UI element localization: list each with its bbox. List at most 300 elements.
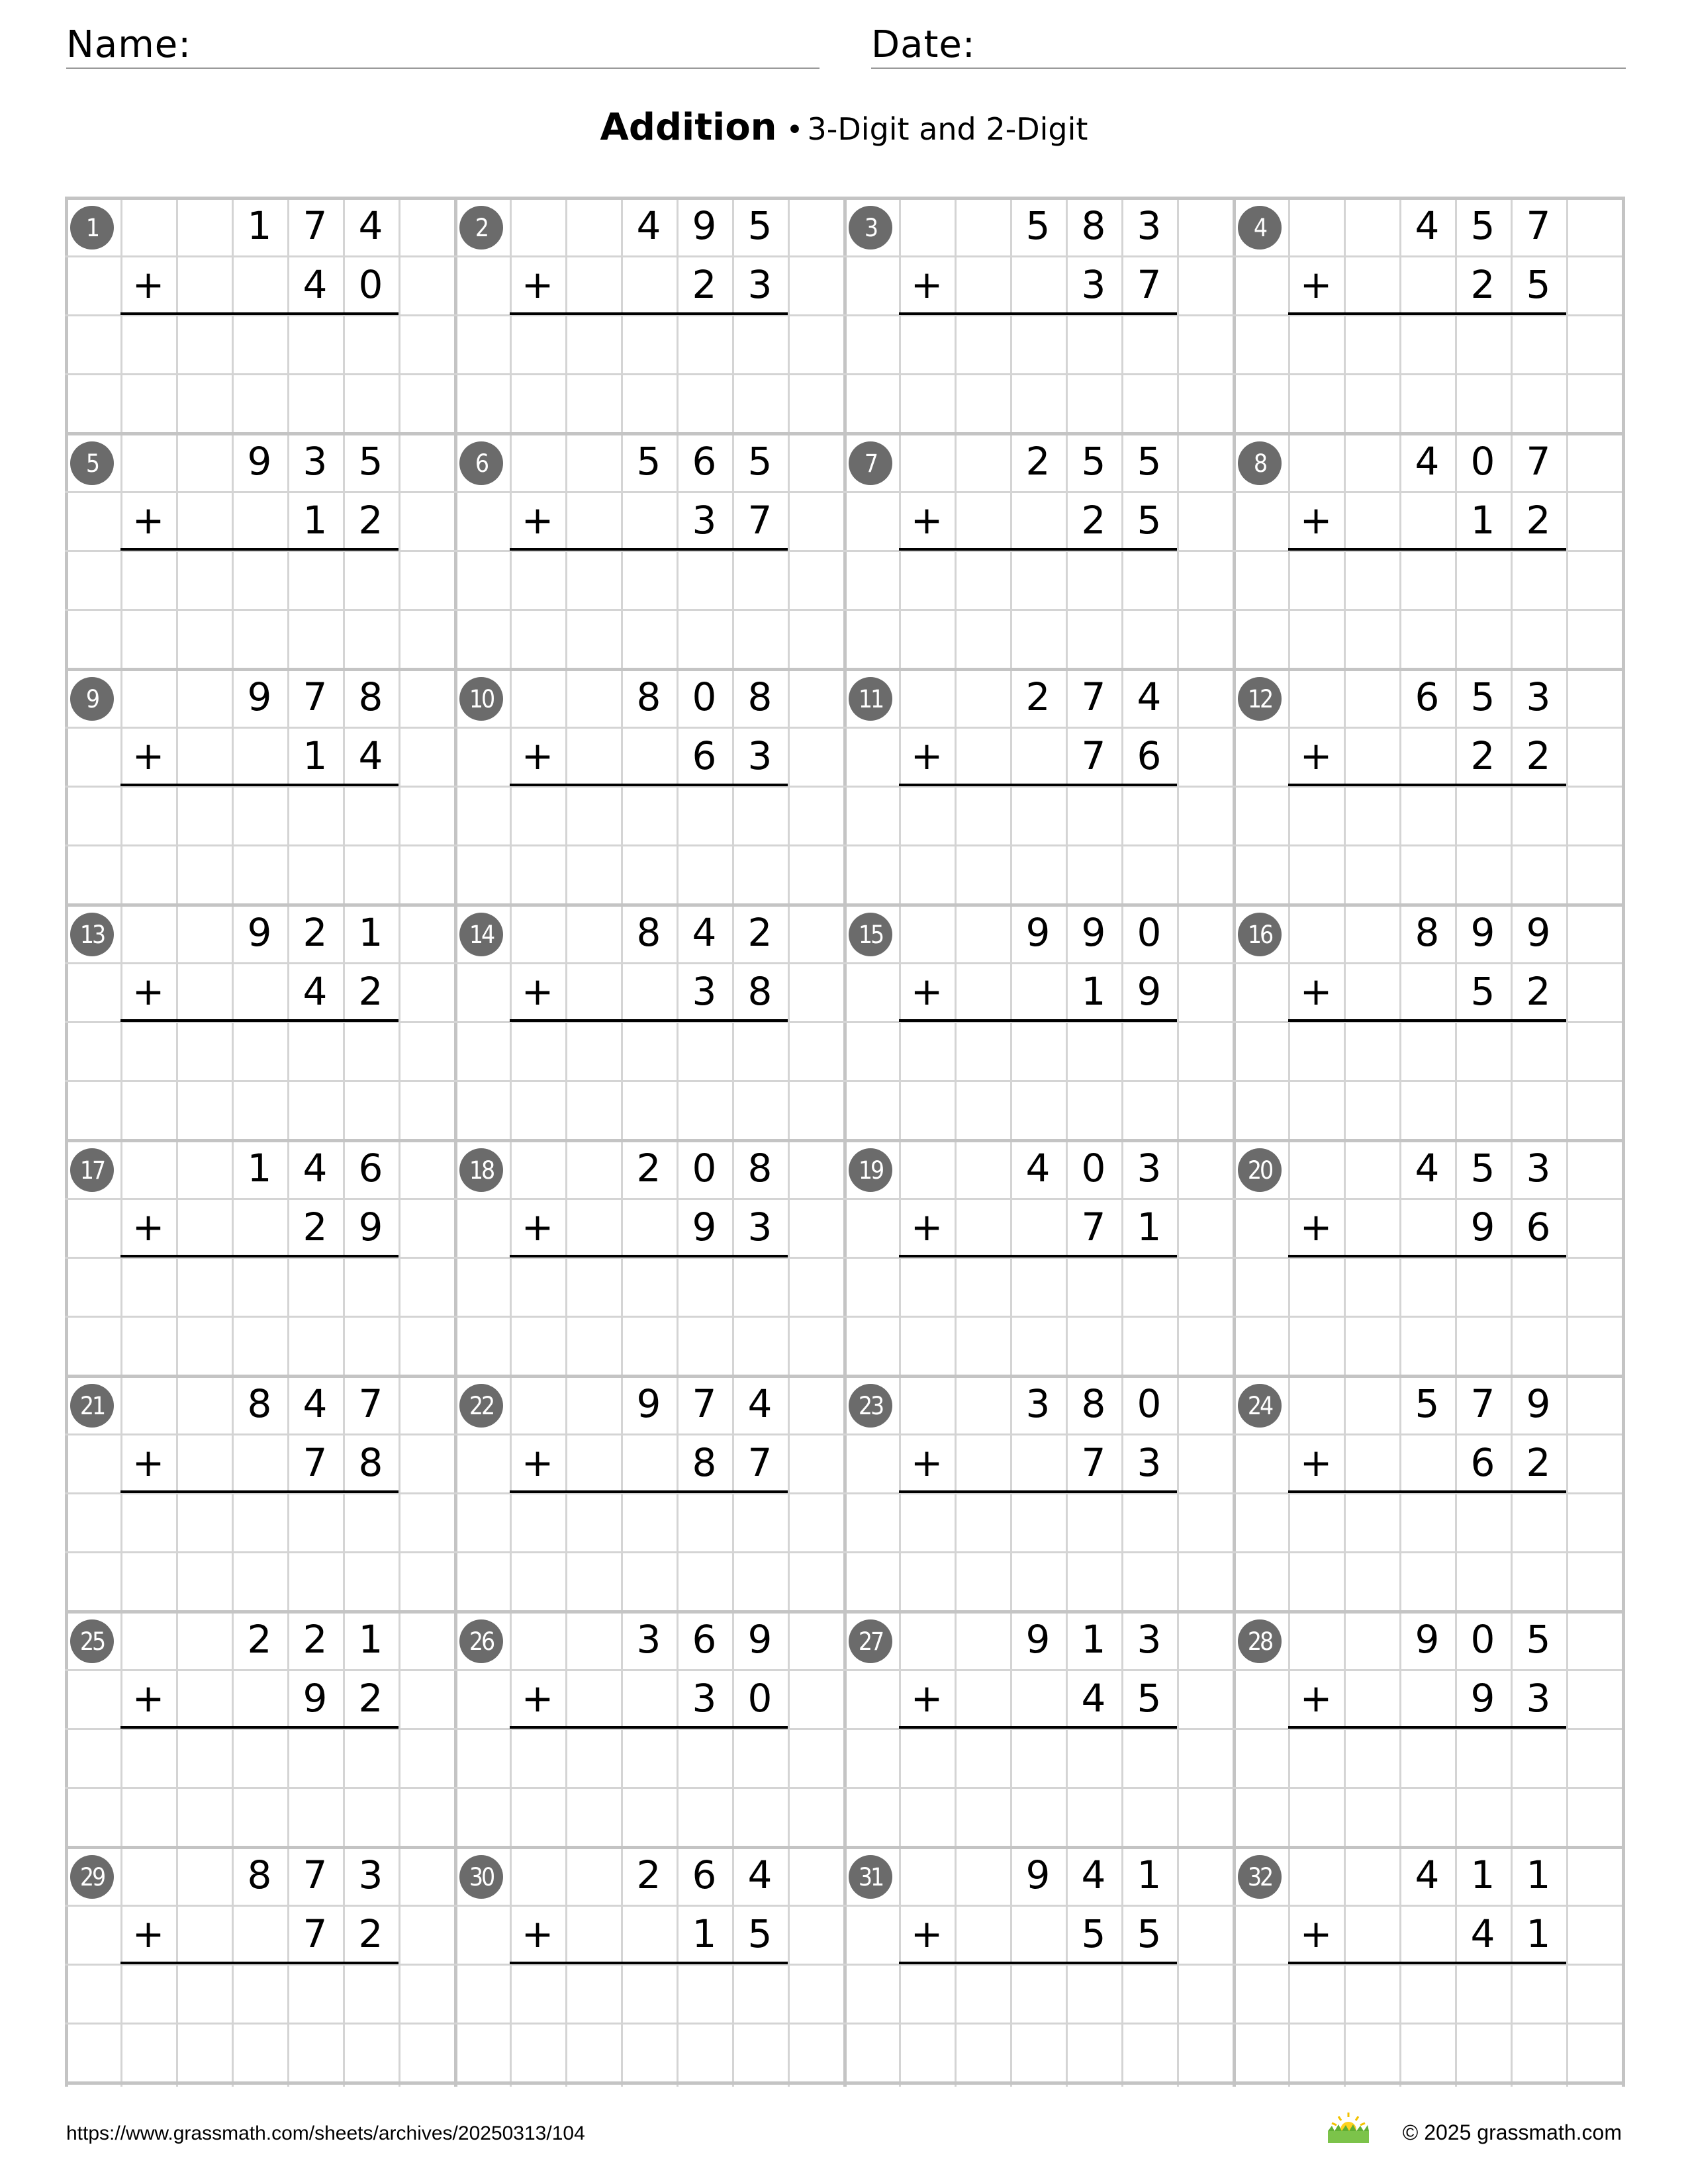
top-digit: 1 xyxy=(358,910,383,955)
top-digit: 6 xyxy=(692,1852,717,1897)
plus-sign: + xyxy=(910,1676,943,1721)
problem-24 xyxy=(1233,1375,1622,1610)
top-digit: 9 xyxy=(247,674,272,719)
bottom-digit: 1 xyxy=(1081,969,1106,1014)
answer-line xyxy=(510,548,788,551)
bottom-digit: 2 xyxy=(1081,498,1106,543)
bottom-digit: 5 xyxy=(1137,1911,1162,1956)
problem-number-badge: 31 xyxy=(849,1855,892,1899)
answer-line xyxy=(1288,1255,1566,1257)
name-field[interactable] xyxy=(66,20,820,69)
top-digit: 8 xyxy=(247,1381,272,1426)
problem-number-badge: 11 xyxy=(849,677,892,721)
plus-sign: + xyxy=(521,969,554,1014)
bottom-digit: 8 xyxy=(747,969,773,1014)
answer-line xyxy=(1288,1490,1566,1493)
top-digit: 0 xyxy=(1470,439,1495,484)
bottom-digit: 0 xyxy=(358,262,383,307)
top-digit: 3 xyxy=(1137,1146,1162,1191)
top-digit: 9 xyxy=(1025,910,1051,955)
top-digit: 3 xyxy=(1137,203,1162,248)
top-digit: 2 xyxy=(1025,439,1051,484)
top-digit: 2 xyxy=(303,910,328,955)
top-digit: 1 xyxy=(1081,1617,1106,1662)
top-digit: 8 xyxy=(247,1852,272,1897)
problem-23 xyxy=(843,1375,1233,1610)
top-digit: 9 xyxy=(247,439,272,484)
top-digit: 4 xyxy=(358,203,383,248)
answer-line xyxy=(1288,548,1566,551)
problem-number-badge: 20 xyxy=(1238,1148,1282,1192)
top-digit: 3 xyxy=(1526,674,1551,719)
plus-sign: + xyxy=(1299,733,1333,778)
problem-30 xyxy=(454,1846,843,2081)
top-digit: 1 xyxy=(247,1146,272,1191)
top-digit: 7 xyxy=(1081,674,1106,719)
top-digit: 1 xyxy=(247,203,272,248)
bottom-digit: 7 xyxy=(747,498,773,543)
problem-1 xyxy=(65,197,454,432)
bottom-digit: 7 xyxy=(747,1440,773,1485)
answer-line xyxy=(120,1490,399,1493)
plus-sign: + xyxy=(910,1205,943,1250)
top-digit: 4 xyxy=(303,1146,328,1191)
plus-sign: + xyxy=(521,1911,554,1956)
bottom-digit: 6 xyxy=(1137,733,1162,778)
grid-line-vertical xyxy=(1622,197,1625,2087)
top-digit: 7 xyxy=(1526,203,1551,248)
top-digit: 5 xyxy=(358,439,383,484)
date-label: Date: xyxy=(871,23,976,66)
bottom-digit: 5 xyxy=(1137,498,1162,543)
bottom-digit: 6 xyxy=(1470,1440,1495,1485)
top-digit: 8 xyxy=(636,910,661,955)
worksheet-grid xyxy=(65,197,1622,2087)
date-field[interactable] xyxy=(871,20,1626,69)
problem-18 xyxy=(454,1139,843,1375)
bottom-digit: 2 xyxy=(1526,1440,1551,1485)
title-bullet: • xyxy=(786,113,804,147)
bottom-digit: 1 xyxy=(303,498,328,543)
bottom-digit: 4 xyxy=(358,733,383,778)
bottom-digit: 9 xyxy=(303,1676,328,1721)
answer-line xyxy=(1288,1726,1566,1729)
bottom-digit: 7 xyxy=(303,1911,328,1956)
bottom-digit: 2 xyxy=(358,1911,383,1956)
bottom-digit: 2 xyxy=(358,498,383,543)
top-digit: 8 xyxy=(747,1146,773,1191)
top-digit: 9 xyxy=(1526,1381,1551,1426)
plus-sign: + xyxy=(132,733,165,778)
bottom-digit: 7 xyxy=(1081,733,1106,778)
bottom-digit: 8 xyxy=(692,1440,717,1485)
problem-9 xyxy=(65,668,454,903)
bottom-digit: 3 xyxy=(692,969,717,1014)
problem-number-badge: 13 xyxy=(70,913,114,956)
bottom-digit: 2 xyxy=(1470,262,1495,307)
problem-number-badge: 2 xyxy=(459,206,503,250)
plus-sign: + xyxy=(1299,1676,1333,1721)
top-digit: 9 xyxy=(636,1381,661,1426)
answer-line xyxy=(510,1962,788,1964)
answer-line xyxy=(899,784,1177,786)
bottom-digit: 6 xyxy=(1526,1205,1551,1250)
answer-line xyxy=(510,312,788,315)
answer-line xyxy=(510,1726,788,1729)
problem-number-badge: 5 xyxy=(70,441,114,485)
top-digit: 4 xyxy=(1081,1852,1106,1897)
plus-sign: + xyxy=(910,1440,943,1485)
problem-27 xyxy=(843,1610,1233,1846)
worksheet-title xyxy=(0,106,1688,149)
top-digit: 0 xyxy=(692,1146,717,1191)
top-digit: 4 xyxy=(1137,674,1162,719)
problem-31 xyxy=(843,1846,1233,2081)
problem-number-badge: 4 xyxy=(1238,206,1282,250)
answer-line xyxy=(510,784,788,786)
top-digit: 8 xyxy=(358,674,383,719)
top-digit: 1 xyxy=(1526,1852,1551,1897)
answer-line xyxy=(1288,1019,1566,1022)
bottom-digit: 9 xyxy=(692,1205,717,1250)
problem-number-badge: 30 xyxy=(459,1855,503,1899)
problem-7 xyxy=(843,432,1233,668)
problem-number-badge: 32 xyxy=(1238,1855,1282,1899)
problem-6 xyxy=(454,432,843,668)
top-digit: 5 xyxy=(1137,439,1162,484)
problem-25 xyxy=(65,1610,454,1846)
top-digit: 1 xyxy=(1137,1852,1162,1897)
bottom-digit: 1 xyxy=(1137,1205,1162,1250)
answer-line xyxy=(899,548,1177,551)
answer-line xyxy=(120,1962,399,1964)
top-digit: 7 xyxy=(303,674,328,719)
problem-number-badge: 12 xyxy=(1238,677,1282,721)
problem-number-badge: 19 xyxy=(849,1148,892,1192)
bottom-digit: 3 xyxy=(692,1676,717,1721)
bottom-digit: 5 xyxy=(1526,262,1551,307)
top-digit: 0 xyxy=(1137,910,1162,955)
top-digit: 1 xyxy=(1470,1852,1495,1897)
top-digit: 4 xyxy=(1415,439,1440,484)
grid-line-horizontal xyxy=(65,2081,1622,2085)
problem-number-badge: 9 xyxy=(70,677,114,721)
plus-sign: + xyxy=(1299,1440,1333,1485)
answer-line xyxy=(120,312,399,315)
top-digit: 5 xyxy=(1470,1146,1495,1191)
top-digit: 2 xyxy=(247,1617,272,1662)
bottom-digit: 3 xyxy=(692,498,717,543)
top-digit: 8 xyxy=(1081,1381,1106,1426)
bottom-digit: 4 xyxy=(1470,1911,1495,1956)
bottom-digit: 5 xyxy=(1081,1911,1106,1956)
plus-sign: + xyxy=(521,262,554,307)
plus-sign: + xyxy=(910,969,943,1014)
top-digit: 5 xyxy=(1081,439,1106,484)
answer-line xyxy=(899,312,1177,315)
top-digit: 8 xyxy=(747,674,773,719)
bottom-digit: 2 xyxy=(1470,733,1495,778)
plus-sign: + xyxy=(910,1911,943,1956)
problem-number-badge: 28 xyxy=(1238,1619,1282,1663)
top-digit: 7 xyxy=(358,1381,383,1426)
problem-number-badge: 24 xyxy=(1238,1384,1282,1428)
bottom-digit: 0 xyxy=(747,1676,773,1721)
problem-number-badge: 14 xyxy=(459,913,503,956)
problem-26 xyxy=(454,1610,843,1846)
top-digit: 6 xyxy=(358,1146,383,1191)
bottom-digit: 3 xyxy=(747,262,773,307)
answer-line xyxy=(120,548,399,551)
top-digit: 5 xyxy=(1025,203,1051,248)
bottom-digit: 2 xyxy=(1526,969,1551,1014)
problem-14 xyxy=(454,903,843,1139)
top-digit: 0 xyxy=(1081,1146,1106,1191)
plus-sign: + xyxy=(521,1440,554,1485)
answer-line xyxy=(120,784,399,786)
problem-28 xyxy=(1233,1610,1622,1846)
problem-number-badge: 8 xyxy=(1238,441,1282,485)
bottom-digit: 2 xyxy=(692,262,717,307)
plus-sign: + xyxy=(521,1676,554,1721)
top-digit: 6 xyxy=(692,439,717,484)
problem-29 xyxy=(65,1846,454,2081)
problem-16 xyxy=(1233,903,1622,1139)
answer-line xyxy=(510,1019,788,1022)
plus-sign: + xyxy=(132,1911,165,1956)
bottom-digit: 1 xyxy=(692,1911,717,1956)
answer-line xyxy=(899,1962,1177,1964)
problem-number-badge: 15 xyxy=(849,913,892,956)
bottom-digit: 5 xyxy=(1470,969,1495,1014)
bottom-digit: 2 xyxy=(1526,498,1551,543)
bottom-digit: 7 xyxy=(1081,1205,1106,1250)
bottom-digit: 7 xyxy=(1081,1440,1106,1485)
problem-21 xyxy=(65,1375,454,1610)
top-digit: 2 xyxy=(747,910,773,955)
problem-number-badge: 25 xyxy=(70,1619,114,1663)
title-main: Addition xyxy=(600,106,777,149)
top-digit: 3 xyxy=(1137,1617,1162,1662)
answer-line xyxy=(1288,312,1566,315)
problem-number-badge: 16 xyxy=(1238,913,1282,956)
bottom-digit: 9 xyxy=(1470,1676,1495,1721)
plus-sign: + xyxy=(132,498,165,543)
plus-sign: + xyxy=(132,969,165,1014)
problem-number-badge: 29 xyxy=(70,1855,114,1899)
top-digit: 4 xyxy=(1025,1146,1051,1191)
top-digit: 7 xyxy=(1526,439,1551,484)
top-digit: 3 xyxy=(303,439,328,484)
top-digit: 6 xyxy=(1415,674,1440,719)
plus-sign: + xyxy=(1299,262,1333,307)
plus-sign: + xyxy=(521,498,554,543)
plus-sign: + xyxy=(910,733,943,778)
footer-copyright: © 2025 grassmath.com xyxy=(1402,2120,1622,2144)
top-digit: 5 xyxy=(1470,674,1495,719)
bottom-digit: 3 xyxy=(1526,1676,1551,1721)
top-digit: 5 xyxy=(1415,1381,1440,1426)
problem-8 xyxy=(1233,432,1622,668)
top-digit: 5 xyxy=(1526,1617,1551,1662)
answer-line xyxy=(510,1255,788,1257)
bottom-digit: 3 xyxy=(1137,1440,1162,1485)
problem-17 xyxy=(65,1139,454,1375)
bottom-digit: 1 xyxy=(1470,498,1495,543)
bottom-digit: 3 xyxy=(747,1205,773,1250)
problem-number-badge: 10 xyxy=(459,677,503,721)
top-digit: 3 xyxy=(636,1617,661,1662)
bottom-digit: 7 xyxy=(1137,262,1162,307)
answer-line xyxy=(510,1490,788,1493)
answer-line xyxy=(1288,1962,1566,1964)
top-digit: 3 xyxy=(1526,1146,1551,1191)
problem-11 xyxy=(843,668,1233,903)
top-digit: 8 xyxy=(1081,203,1106,248)
top-digit: 7 xyxy=(303,1852,328,1897)
top-digit: 0 xyxy=(1137,1381,1162,1426)
plus-sign: + xyxy=(521,733,554,778)
top-digit: 3 xyxy=(358,1852,383,1897)
bottom-digit: 8 xyxy=(358,1440,383,1485)
answer-line xyxy=(1288,784,1566,786)
footer-url: https://www.grassmath.com/sheets/archives/20250313/104 xyxy=(66,2122,585,2144)
problem-12 xyxy=(1233,668,1622,903)
plus-sign: + xyxy=(1299,1911,1333,1956)
plus-sign: + xyxy=(910,498,943,543)
bottom-digit: 6 xyxy=(692,733,717,778)
problem-number-badge: 18 xyxy=(459,1148,503,1192)
bottom-digit: 3 xyxy=(747,733,773,778)
top-digit: 4 xyxy=(636,203,661,248)
answer-line xyxy=(899,1255,1177,1257)
bottom-digit: 9 xyxy=(358,1205,383,1250)
top-digit: 4 xyxy=(1415,1146,1440,1191)
top-digit: 2 xyxy=(636,1852,661,1897)
top-digit: 9 xyxy=(1025,1852,1051,1897)
bottom-digit: 5 xyxy=(747,1911,773,1956)
bottom-digit: 9 xyxy=(1137,969,1162,1014)
plus-sign: + xyxy=(1299,498,1333,543)
top-digit: 2 xyxy=(303,1617,328,1662)
grass-sun-logo-icon xyxy=(1324,2111,1373,2144)
bottom-digit: 2 xyxy=(303,1205,328,1250)
problem-32 xyxy=(1233,1846,1622,2081)
problem-10 xyxy=(454,668,843,903)
problem-2 xyxy=(454,197,843,432)
plus-sign: + xyxy=(132,262,165,307)
top-digit: 8 xyxy=(636,674,661,719)
bottom-digit: 7 xyxy=(303,1440,328,1485)
bottom-digit: 4 xyxy=(303,262,328,307)
top-digit: 9 xyxy=(1415,1617,1440,1662)
top-digit: 5 xyxy=(747,203,773,248)
top-digit: 4 xyxy=(747,1852,773,1897)
top-digit: 9 xyxy=(1526,910,1551,955)
problem-3 xyxy=(843,197,1233,432)
top-digit: 1 xyxy=(358,1617,383,1662)
bottom-digit: 4 xyxy=(1081,1676,1106,1721)
top-digit: 4 xyxy=(1415,203,1440,248)
top-digit: 9 xyxy=(247,910,272,955)
plus-sign: + xyxy=(132,1205,165,1250)
problem-number-badge: 6 xyxy=(459,441,503,485)
bottom-digit: 4 xyxy=(303,969,328,1014)
name-label: Name: xyxy=(66,23,192,66)
top-digit: 5 xyxy=(636,439,661,484)
top-digit: 7 xyxy=(303,203,328,248)
top-digit: 4 xyxy=(303,1381,328,1426)
plus-sign: + xyxy=(1299,969,1333,1014)
top-digit: 9 xyxy=(747,1617,773,1662)
problem-number-badge: 26 xyxy=(459,1619,503,1663)
bottom-digit: 2 xyxy=(358,969,383,1014)
bottom-digit: 3 xyxy=(1081,262,1106,307)
top-digit: 9 xyxy=(1025,1617,1051,1662)
top-digit: 4 xyxy=(747,1381,773,1426)
bottom-digit: 2 xyxy=(1526,733,1551,778)
answer-line xyxy=(899,1726,1177,1729)
plus-sign: + xyxy=(132,1676,165,1721)
plus-sign: + xyxy=(910,262,943,307)
problem-20 xyxy=(1233,1139,1622,1375)
problem-number-badge: 27 xyxy=(849,1619,892,1663)
top-digit: 3 xyxy=(1025,1381,1051,1426)
bottom-digit: 5 xyxy=(1137,1676,1162,1721)
bottom-digit: 2 xyxy=(358,1676,383,1721)
top-digit: 4 xyxy=(692,910,717,955)
top-digit: 7 xyxy=(692,1381,717,1426)
answer-line xyxy=(120,1255,399,1257)
problem-number-badge: 7 xyxy=(849,441,892,485)
plus-sign: + xyxy=(132,1440,165,1485)
top-digit: 5 xyxy=(1470,203,1495,248)
title-subtitle: 3-Digit and 2-Digit xyxy=(807,111,1088,147)
problem-22 xyxy=(454,1375,843,1610)
plus-sign: + xyxy=(1299,1205,1333,1250)
top-digit: 9 xyxy=(1081,910,1106,955)
bottom-digit: 1 xyxy=(1526,1911,1551,1956)
answer-line xyxy=(120,1019,399,1022)
top-digit: 6 xyxy=(692,1617,717,1662)
top-digit: 0 xyxy=(1470,1617,1495,1662)
answer-line xyxy=(899,1019,1177,1022)
problem-13 xyxy=(65,903,454,1139)
problem-19 xyxy=(843,1139,1233,1375)
problem-number-badge: 21 xyxy=(70,1384,114,1428)
top-digit: 5 xyxy=(747,439,773,484)
bottom-digit: 1 xyxy=(303,733,328,778)
plus-sign: + xyxy=(521,1205,554,1250)
problem-number-badge: 23 xyxy=(849,1384,892,1428)
top-digit: 8 xyxy=(1415,910,1440,955)
problem-number-badge: 3 xyxy=(849,206,892,250)
problem-number-badge: 22 xyxy=(459,1384,503,1428)
top-digit: 9 xyxy=(692,203,717,248)
problem-number-badge: 17 xyxy=(70,1148,114,1192)
problem-number-badge: 1 xyxy=(70,206,114,250)
top-digit: 4 xyxy=(1415,1852,1440,1897)
problem-15 xyxy=(843,903,1233,1139)
bottom-digit: 9 xyxy=(1470,1205,1495,1250)
problem-4 xyxy=(1233,197,1622,432)
top-digit: 7 xyxy=(1470,1381,1495,1426)
answer-line xyxy=(899,1490,1177,1493)
top-digit: 0 xyxy=(692,674,717,719)
top-digit: 9 xyxy=(1470,910,1495,955)
answer-line xyxy=(120,1726,399,1729)
top-digit: 2 xyxy=(1025,674,1051,719)
